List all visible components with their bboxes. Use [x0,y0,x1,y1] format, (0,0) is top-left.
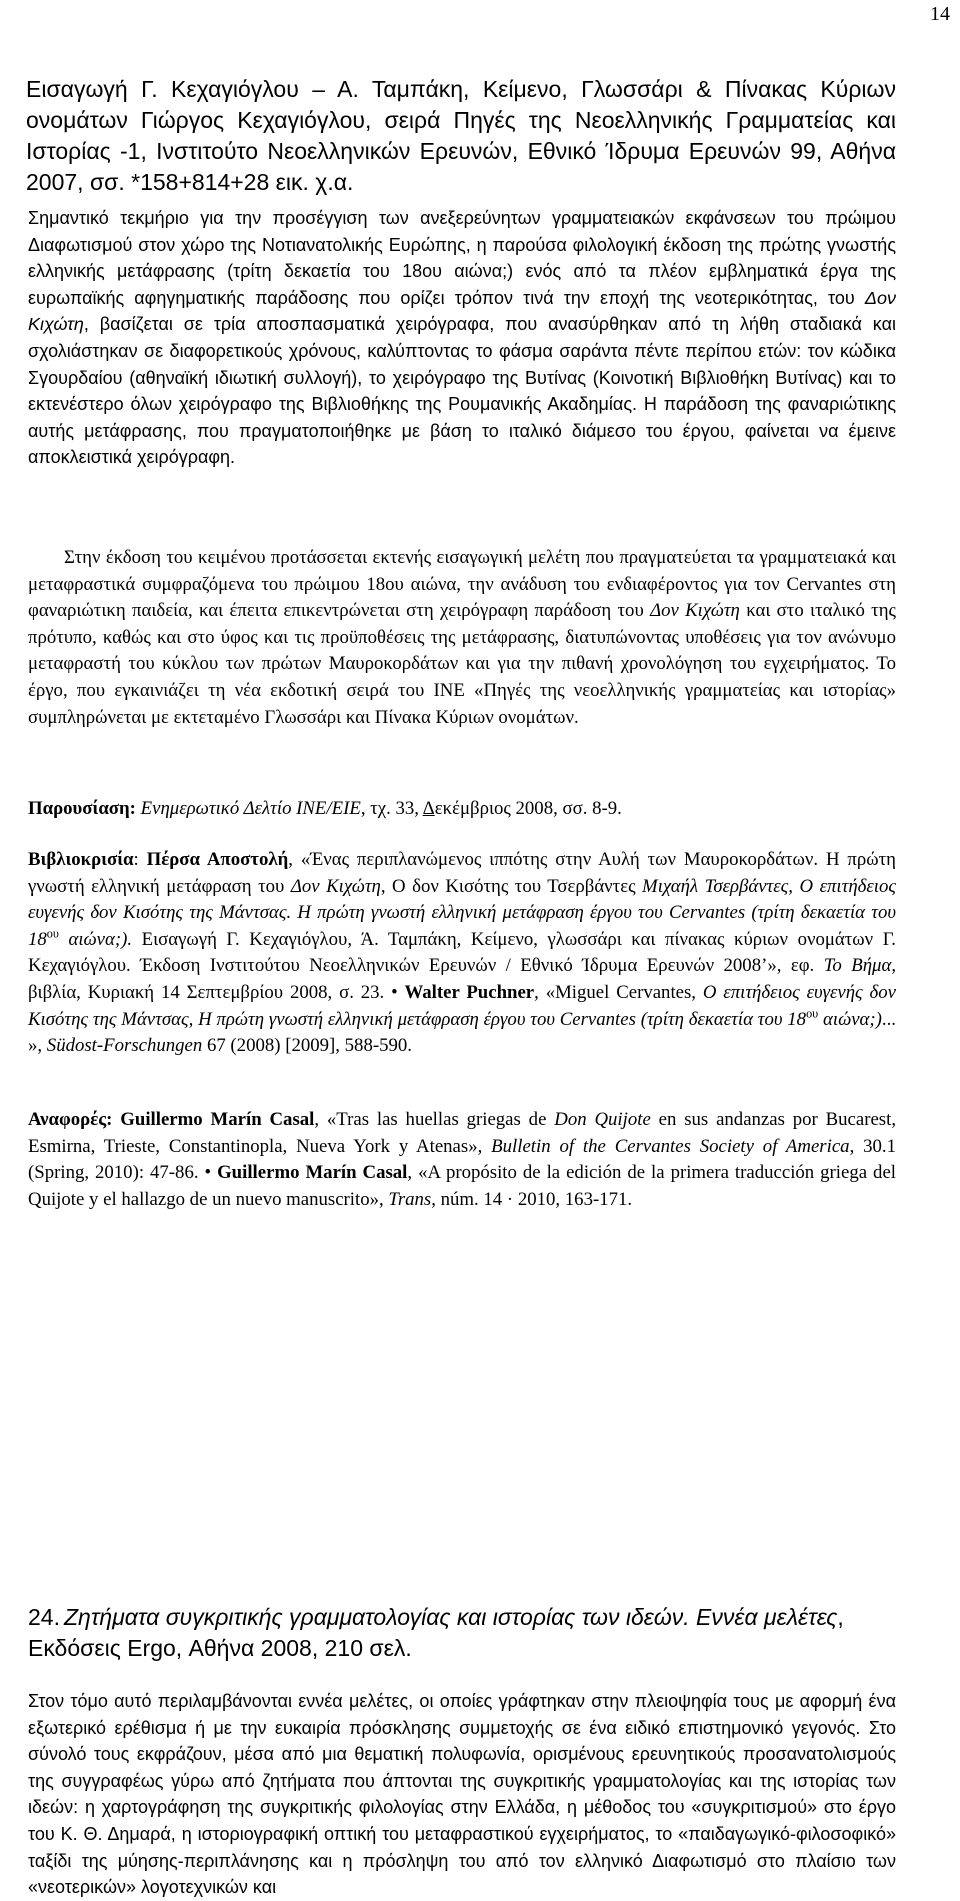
description-title-italic: Δον Κιχώτη [28,287,896,335]
review-sup-9: ου [806,1006,819,1021]
entry-citation: Εισαγωγή Γ. Κεχαγιόγλου – Α. Ταμπάκη, Κείμενο, Γλωσσάρι & Πίνακας Κύριων ονομάτων Γιώργος Κεχαγιόγλου, σειρά Πηγές της Νεοελληνικής Γραμματείας και Ιστορίας -1, Ινστιτούτο Νεοελληνικών Ερευνών, Εθνικό Ίδρυμα Ερευνών 99, Αθήνα 2007, σσ. *158+814+28 εικ. χ.α. [26,76,896,195]
references-text-8: , núm. 14 · 2010, 163-171. [431,1188,633,1210]
entry-24-description: Στον τόμο αυτό περιλαμβάνονται εννέα μελέτες, οι οποίες γράφτηκαν στην πλειοψηφία τους με αφορμή ένα εξωτερικό ερέθισμα ή με την ευκαιρία πρόσκλησης συμμετοχής σε ένα ειδικό επιστημονικό γεγονός. Στο σύνολό τους εκφράζουν, μέσα από μια θεματική πολυφωνία, ορισμένους ερευνητικούς προσανατολισμούς της συγγραφέως γύρω από ζητήματα που άπτονται της συγκριτικής γραμματολογίας και της ιστορίας των ιδεών: η χαρτογράφηση της συγκριτικής φιλολογίας στην Ελλάδα, η μέθοδος του «συγκριτισμού» στο έργο του Κ. Θ. Δημαρά, η ιστοριογραφική οπτική του μεταφραστικού εγχειρήματος, το «παιδαγωγικό-φιλοσοφικό» ταξίδι της μύησης-περιπλάνησης και η πρόσληψη του από τον ελληνικό Διαφωτισμό στο πλαίσιο των «νεοτερικών» λογοτεχνικών και [28,1691,896,1898]
references-italic-2: Don Quijote [554,1109,651,1130]
references-text-3: en sus andanzas por Bucarest, Esmirna, Trieste, Constantinopla, Nueva York y Atenas», [28,1109,897,1157]
references-text-1: , «Tras las huellas griegas de [314,1109,547,1130]
references-paragraph [28,1107,896,1213]
entry-24-heading [28,1602,896,1664]
presentation-underlined-d: Δ [422,798,435,819]
description-text-c: , βασίζεται σε τρία αποσπασματικά χειρόγραφα, που ανασύρθηκαν από τη λήθη σταδιακά και σχολιάστηκαν σε διαφορετικούς χρόνους, καλύπτοντας το φάσμα σαράντα πέντε περίπου ετών: τον κώδικα Σγουρδαίου (αθηναϊκή ιδιωτική συλλογή), το χειρόγραφο της Βυτίνας (Κοινοτική Βιβλιοθήκη Βυτίνας) και το εκτενέστερο όλων χειρόγραφο της Βιβλιοθήκης της Ρουμανικής Ακαδημίας. Η παράδοση της φαναριώτικης αυτής μετάφρασης, που πραγματοποιήθηκε με βάση το ιταλικό διάμεσο του έργου, φαίνεται να έμεινε αποκλειστικά χειρόγραφη. [28,314,896,468]
review-text-7: , βιβλία, Κυριακή 14 Σεπτεμβρίου 2008, σ. 23. • [28,955,897,1003]
review-label: Βιβλιοκρισία [28,849,134,870]
edition-text-a: Στην έκδοση του κειμένου προτάσσεται εκτενής εισαγωγική μελέτη που πραγματεύεται τα γραμματειακά και μεταφραστικά συμφραζόμενα του πρώιμου 18ου αιώνα, την ανάδυση του ενδιαφέροντος για τον Cervantes στη φαναριώτικη παιδεία, και έπειτα επικεντρώνεται στη χειρόγραφη παράδοση του [28,547,896,622]
references-text-6: , «A propósito de la edición de la primera traducción griega del Quijote y el hallazgo de un nuevo manuscrito», [28,1162,897,1210]
references-text-5: , 30.1 (Spring, 2010): 47-86. • [28,1135,896,1184]
review-italic-6: Το Βήμα [823,955,892,977]
references-italic-4: Bulletin of the Cervantes Society of America [491,1135,850,1157]
review-sup-4: ου [46,926,59,941]
presentation-pre-date: , τχ. 33, [360,798,423,819]
references-author-1: Guillermo Marín Casal [120,1109,315,1130]
review-text-1: , «Ένας περιπλανώμενος ιππότης στην Αυλή των Μαυροκορδάτων. Η πρώτη γνωστή ελληνική μετάφραση του [28,849,896,897]
review-paragraph [28,847,896,1060]
review-italic-4-end: αιώνα;). [68,928,133,950]
review-text-5: Εισαγωγή Γ. Κεχαγιόγλου, Ά. Ταμπάκη, Κείμενο, γλωσσάρι και πίνακας κύριων ονομάτων Γ. Κεχαγιόγλου. Έκδοση Ινστιτούτου Νεοελληνικών Ερευνών / Εθνικό Ίδρυμα Ερευνών 2008’», εφ. [28,928,896,977]
presentation-line [28,796,896,823]
references-author-2: Guillermo Marín Casal [217,1162,408,1184]
edition-title-italic: Δον Κιχώτη [650,600,740,622]
edition-text-c: και στο ιταλικό της πρότυπο, καθώς και στο ύφος και τις προϋποθέσεις της μετάφρασης, διατυπώνοντας υποθέσεις για τον ανώνυμο μεταφραστή του κύκλου των πρώτων Μαυροκορδάτων και για την πιθανή χρονολόγηση του εγχειρήματος. Το έργο, που εγκαινιάζει τη νέα εκδοτική σειρά του ΙΝΕ «Πηγές της νεοελληνικής γραμματείας και ιστορίας» συμπληρώνεται με εκτεταμένο Γλωσσάρι και Πίνακα Κύριων ονομάτων. [28,600,896,728]
review-colon: : [133,849,139,870]
review-text-12: 67 (2008) [2009], 588-590. [206,1035,412,1057]
edition-paragraph [28,545,896,731]
presentation-label: Παρουσίαση: [28,798,136,819]
review-italic-11: Südost-Forschungen [46,1035,203,1057]
review-text-10: ... », [28,1008,896,1057]
review-reviewer-2: Walter Puchner [404,981,535,1003]
page-number: 14 [930,3,950,25]
review-reviewer: Πέρσα Αποστολή [146,849,289,870]
references-label: Αναφορές: [28,1109,113,1130]
entry-description [28,205,896,471]
presentation-source: Ενημερωτικό Δελτίο ΙΝΕ/ΕΙΕ [140,798,361,819]
review-italic-4: Μιχαήλ Τσερβάντες, Ο επιτήδειος ευγενής δον Κισότης της Μάντσας. Η πρώτη γνωστή ελληνική μετάφραση έργου του Cervantes (τρίτη δεκαετία του 18 [28,875,896,950]
description-text-a: Σημαντικό τεκμήριο για την προσέγγιση των ανεξερεύνητων γραμματειακών εκφάνσεων του πρώιμου Διαφωτισμού στον χώρο της Νοτιανατολικής Ευρώπης, η παρούσα φιλολογική έκδοση της πρώτης γνωστής ελληνικής μετάφρασης (τρίτη δεκαετία του 18ου αιώνα;) ενός από τα πλέον εμβληματικά έργα της ευρωπαϊκής αφηγηματικής παράδοσης που ορίζει τρόπον τινά την εποχή της νεοτερικότητας, του [28,208,896,308]
review-text-3: , Ο δον Κισότης του Τσερβάντες [380,875,636,897]
entry-24-publisher: , Εκδόσεις Ergo, Αθήνα 2008, 210 σελ. [28,1604,844,1661]
references-italic-7: Trans [388,1188,432,1210]
entry-24-title: Ζητήματα συγκριτικής γραμματολογίας και ιστορίας των ιδεών. Εννέα μελέτες [64,1604,838,1630]
review-italic-9: Ο επιτήδειος ευγενής δον Κισότης της Μάντσας, Η πρώτη γνωστή ελληνική μετάφραση έργου του Cervantes (τρίτη δεκαετία του 18 [28,981,896,1030]
review-italic-9-end: αιώνα;) [823,1008,882,1030]
presentation-date: εκέμβριος 2008, σσ. 8-9. [434,798,622,819]
entry-24-number: 24. [28,1604,60,1630]
review-italic-2: Δον Κιχώτη [290,875,381,897]
review-text-8: , «Miguel Cervantes, [534,981,697,1003]
